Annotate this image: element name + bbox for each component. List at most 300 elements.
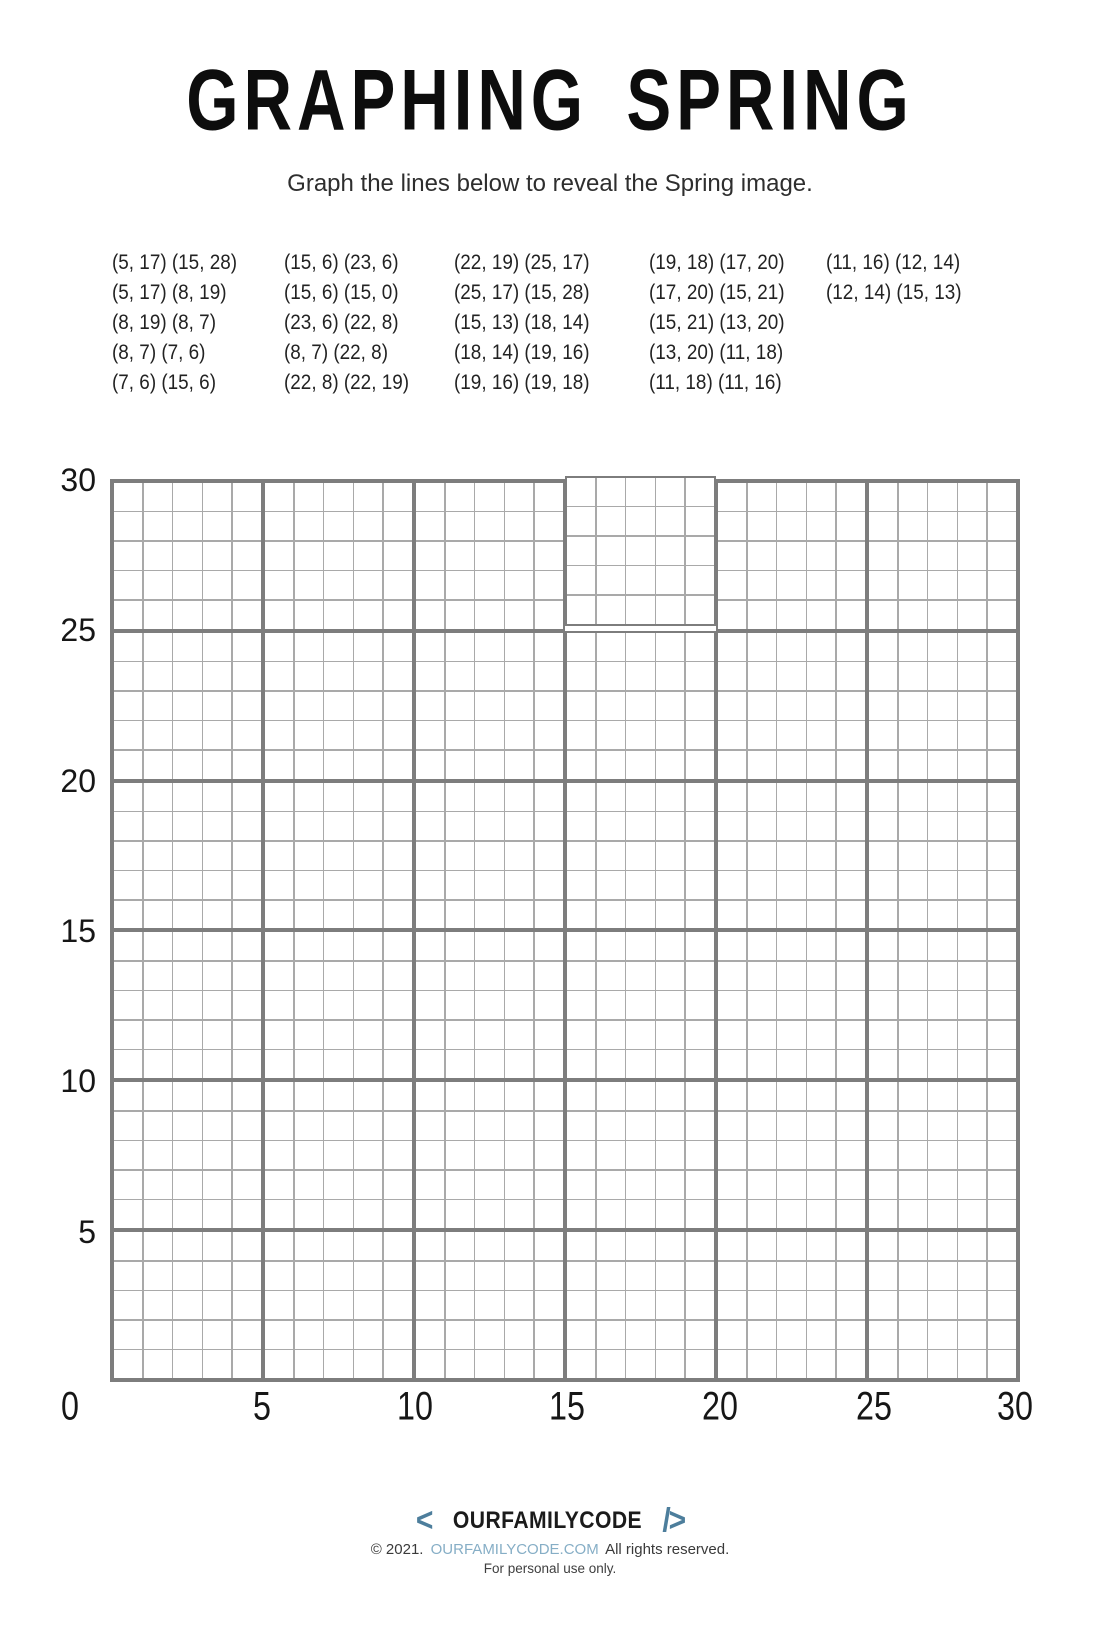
grid-cell [144,991,172,1019]
grid-cell [686,1050,714,1078]
grid-cell [988,991,1016,1019]
grid-cell [837,1321,865,1349]
grid-cell [295,512,323,540]
grid-cell [837,871,865,899]
grid-cell [656,1350,684,1378]
grid-cell [233,692,261,720]
brand-name: OURFAMILYCODE [453,1507,643,1534]
grid-cell [656,871,684,899]
grid-cell [807,1200,835,1228]
grid-cell [988,1021,1016,1049]
grid-cell [718,1141,746,1169]
grid-cell [505,1232,533,1260]
grid-cell [777,512,805,540]
grid-cell [597,842,625,870]
grid-cell [656,1232,684,1260]
grid-cell [505,512,533,540]
grid-cell [777,542,805,570]
grid-cell [295,692,323,720]
grid-cell [535,692,563,720]
grid-cell [384,1232,412,1260]
grid-cell [144,721,172,749]
grid-cell [114,1050,142,1078]
page-title: GRAPHING SPRING [186,53,914,149]
grid-block [263,631,414,781]
grid-cell [233,633,261,661]
grid-cell [869,1232,897,1260]
grid-cell [988,871,1016,899]
grid-cell [718,662,746,690]
grid-cell [656,901,684,929]
grid-block [414,930,565,1080]
grid-cell [748,571,776,599]
grid-cell [686,1262,714,1290]
grid-cell [686,1141,714,1169]
grid-cell [203,601,231,629]
grid-cell [354,783,382,811]
grid-cell [295,871,323,899]
grid-cell [144,1141,172,1169]
grid-cell [203,633,231,661]
grid-cell [567,507,595,535]
grid-cell [144,1350,172,1378]
grid-cell [114,932,142,960]
brand-logo [0,1504,1100,1538]
grid-cell [203,1021,231,1049]
grid-cell [446,1262,474,1290]
coordinate-pair-line: (7, 6) (15, 6) [112,371,216,394]
grid-cell [718,1200,746,1228]
grid-cell [384,512,412,540]
grid-cell [869,1050,897,1078]
grid-cell [233,1291,261,1319]
grid-cell [203,991,231,1019]
grid-cell [114,901,142,929]
grid-cell [837,1232,865,1260]
grid-cell [416,512,444,540]
grid-cell [928,601,956,629]
grid-cell [656,783,684,811]
grid-cell [173,1141,201,1169]
grid-cell [354,751,382,779]
grid-cell [203,1141,231,1169]
grid-cell [597,566,625,594]
grid-cell [295,751,323,779]
grid-cell [475,1112,503,1140]
grid-cell [958,842,986,870]
grid-cell [988,633,1016,661]
grid-cell [899,1171,927,1199]
grid-cell [354,1082,382,1110]
grid-cell [928,1112,956,1140]
grid-cell [505,842,533,870]
grid-cell [988,1232,1016,1260]
grid-cell [597,633,625,661]
grid-block [867,481,1018,631]
grid-cell [505,1321,533,1349]
grid-cell [505,1050,533,1078]
grid-cell [295,1021,323,1049]
grid-cell [446,1082,474,1110]
grid-cell [597,1141,625,1169]
grid-cell [114,1112,142,1140]
grid-cell [988,932,1016,960]
coordinate-column-1 [112,248,237,398]
grid-cell [233,721,261,749]
grid-cell [265,842,293,870]
grid-cell [869,721,897,749]
grid-cell [233,871,261,899]
grid-cell [807,783,835,811]
grid-cell [114,871,142,899]
grid-cell [686,721,714,749]
grid-cell [144,842,172,870]
grid-cell [505,571,533,599]
grid-cell [597,1021,625,1049]
grid-cell [265,1021,293,1049]
grid-cell [144,571,172,599]
grid-cell [597,692,625,720]
grid-cell [475,932,503,960]
grid-cell [203,1321,231,1349]
grid-cell [384,1350,412,1378]
grid-cell [869,842,897,870]
grid-cell [265,962,293,990]
grid-cell [718,901,746,929]
grid-cell [475,1200,503,1228]
grid-block [716,781,867,931]
grid-cell [535,633,563,661]
grid-cell [928,721,956,749]
grid-cell [173,1050,201,1078]
grid-cell [597,596,625,624]
x-axis-label-25: 25 [856,1384,892,1430]
grid-cell [958,633,986,661]
grid-cell [114,512,142,540]
grid-cell [203,1200,231,1228]
grid-cell [324,1200,352,1228]
grid-cell [686,1171,714,1199]
grid-cell [748,1141,776,1169]
grid-cell [324,991,352,1019]
grid-cell [988,783,1016,811]
grid-cell [416,692,444,720]
grid-cell [324,1232,352,1260]
grid-cell [295,812,323,840]
x-axis-label-20: 20 [702,1384,738,1430]
grid-cell [295,1141,323,1169]
grid-cell [354,1321,382,1349]
coordinate-pair-line: (15, 6) (15, 0) [284,281,399,304]
grid-cell [626,871,654,899]
grid-cell [505,1141,533,1169]
grid-cell [446,692,474,720]
y-axis-label-25: 25 [60,612,96,648]
grid-cell [505,901,533,929]
grid-cell [265,932,293,960]
grid-cell [928,633,956,661]
grid-cell [144,783,172,811]
grid-cell [265,812,293,840]
grid-cell [354,842,382,870]
grid-cell [777,662,805,690]
grid-cell [173,812,201,840]
grid-cell [686,991,714,1019]
grid-cell [295,1321,323,1349]
grid-cell [777,1350,805,1378]
grid-cell [718,1050,746,1078]
grid-cell [535,1171,563,1199]
grid-cell [869,483,897,511]
grid-cell [114,1262,142,1290]
grid-cell [384,542,412,570]
grid-cell [354,1262,382,1290]
grid-cell [777,1200,805,1228]
grid-cell [384,662,412,690]
grid-cell [718,483,746,511]
grid-cell [837,812,865,840]
coordinate-pair-line: (5, 17) (8, 19) [112,281,227,304]
x-axis-label-5: 5 [253,1384,271,1430]
grid-cell [446,1350,474,1378]
y-axis-label-5: 5 [78,1214,96,1250]
grid-cell [899,1050,927,1078]
grid-cell [718,783,746,811]
grid-cell [928,1291,956,1319]
coordinate-pair-line: (11, 18) (11, 16) [649,371,782,394]
grid-cell [446,1291,474,1319]
grid-cell [928,812,956,840]
grid-cell [173,783,201,811]
grid-cell [265,1291,293,1319]
grid-cell [748,901,776,929]
grid-cell [807,1082,835,1110]
grid-cell [114,601,142,629]
coordinate-column-2 [284,248,409,398]
grid-cell [597,537,625,565]
grid-cell [567,478,595,506]
grid-cell [597,1082,625,1110]
grid-cell [718,1350,746,1378]
grid-cell [718,751,746,779]
grid-cell [567,1112,595,1140]
grid-cell [567,1262,595,1290]
grid-cell [988,1141,1016,1169]
grid-cell [173,962,201,990]
grid-cell [626,1050,654,1078]
grid-cell [597,662,625,690]
grid-cell [144,662,172,690]
grid-cell [626,596,654,624]
grid-cell [416,662,444,690]
grid-cell [748,1082,776,1110]
grid-cell [416,1262,444,1290]
grid-cell [295,932,323,960]
grid-cell [475,1141,503,1169]
grid-cell [354,1171,382,1199]
grid-cell [869,901,897,929]
grid-cell [777,571,805,599]
grid-cell [988,1321,1016,1349]
grid-cell [748,692,776,720]
grid-cell [354,1291,382,1319]
grid-cell [173,601,201,629]
grid-cell [144,1171,172,1199]
grid-cell [295,1200,323,1228]
grid-cell [416,1112,444,1140]
grid-cell [567,692,595,720]
grid-cell [354,542,382,570]
grid-cell [656,1171,684,1199]
grid-cell [686,1082,714,1110]
grid-cell [567,1171,595,1199]
grid-cell [233,1262,261,1290]
grid-cell [416,932,444,960]
grid-cell [869,1021,897,1049]
grid-cell [777,751,805,779]
grid-cell [567,1082,595,1110]
grid-cell [597,962,625,990]
copyright-prefix: © 2021. [370,1541,424,1558]
grid-cell [686,1291,714,1319]
grid-cell [626,901,654,929]
grid-cell [354,633,382,661]
grid-cell [807,512,835,540]
grid-cell [807,871,835,899]
grid-cell [597,1200,625,1228]
grid-cell [324,542,352,570]
grid-cell [505,1200,533,1228]
grid-cell [233,601,261,629]
grid-cell [505,1082,533,1110]
grid-cell [748,633,776,661]
grid-cell [475,662,503,690]
grid-cell [928,1082,956,1110]
grid-cell [807,542,835,570]
grid-cell [837,721,865,749]
grid-cell [686,1200,714,1228]
grid-cell [265,1200,293,1228]
grid-cell [324,751,352,779]
coordinate-pair-line: (8, 7) (22, 8) [284,341,388,364]
grid-cell [233,542,261,570]
grid-cell [446,991,474,1019]
grid-cell [114,783,142,811]
grid-cell [597,783,625,811]
grid-cell [626,842,654,870]
grid-cell [446,751,474,779]
grid-cell [446,1141,474,1169]
grid-cell [384,991,412,1019]
grid-cell [114,812,142,840]
grid-cell [354,901,382,929]
grid-cell [899,1321,927,1349]
grid-cell [114,571,142,599]
grid-cell [265,692,293,720]
grid-cell [324,1021,352,1049]
grid-cell [656,1141,684,1169]
grid-cell [475,542,503,570]
grid-cell [233,1082,261,1110]
grid-cell [114,721,142,749]
grid-cell [899,571,927,599]
grid-cell [597,991,625,1019]
coordinate-pair-line: (15, 13) (18, 14) [454,311,590,334]
grid-cell [656,478,684,506]
grid-cell [535,812,563,840]
grid-block [716,930,867,1080]
grid-cell [505,991,533,1019]
grid-cell [777,692,805,720]
grid-cell [446,721,474,749]
grid-cell [535,842,563,870]
grid-block [867,1230,1018,1380]
grid-cell [988,962,1016,990]
grid-cell [295,1350,323,1378]
grid-cell [416,962,444,990]
grid-cell [114,1021,142,1049]
grid-cell [837,1141,865,1169]
grid-cell [203,542,231,570]
grid-cell [265,1141,293,1169]
grid-cell [505,721,533,749]
grid-cell [869,1200,897,1228]
grid-cell [958,571,986,599]
grid-cell [718,1112,746,1140]
grid-cell [535,1200,563,1228]
grid-cell [324,901,352,929]
grid-cell [446,1232,474,1260]
grid-cell [475,751,503,779]
grid-cell [626,1171,654,1199]
grid-cell [958,721,986,749]
grid-cell [203,692,231,720]
grid-cell [899,901,927,929]
grid-cell [626,566,654,594]
grid-cell [718,1291,746,1319]
grid-cell [505,871,533,899]
grid-cell [837,962,865,990]
grid-cell [114,1082,142,1110]
grid-cell [295,483,323,511]
grid-block [112,1230,263,1380]
grid-cell [686,751,714,779]
grid-cell [114,1291,142,1319]
grid-cell [295,1232,323,1260]
grid-cell [777,601,805,629]
grid-cell [535,1291,563,1319]
grid-cell [928,842,956,870]
grid-cell [144,483,172,511]
grid-cell [626,991,654,1019]
grid-cell [899,1291,927,1319]
grid-cell [567,871,595,899]
grid-cell [535,932,563,960]
grid-cell [928,751,956,779]
grid-cell [384,1021,412,1049]
grid-cell [233,991,261,1019]
grid-cell [928,662,956,690]
grid-cell [837,1262,865,1290]
grid-cell [958,1350,986,1378]
grid-cell [777,1232,805,1260]
grid-cell [233,571,261,599]
grid-cell [777,1112,805,1140]
grid-cell [656,932,684,960]
left-angle-bracket-icon: < [415,1502,434,1539]
grid-cell [144,1112,172,1140]
grid-cell [837,1021,865,1049]
